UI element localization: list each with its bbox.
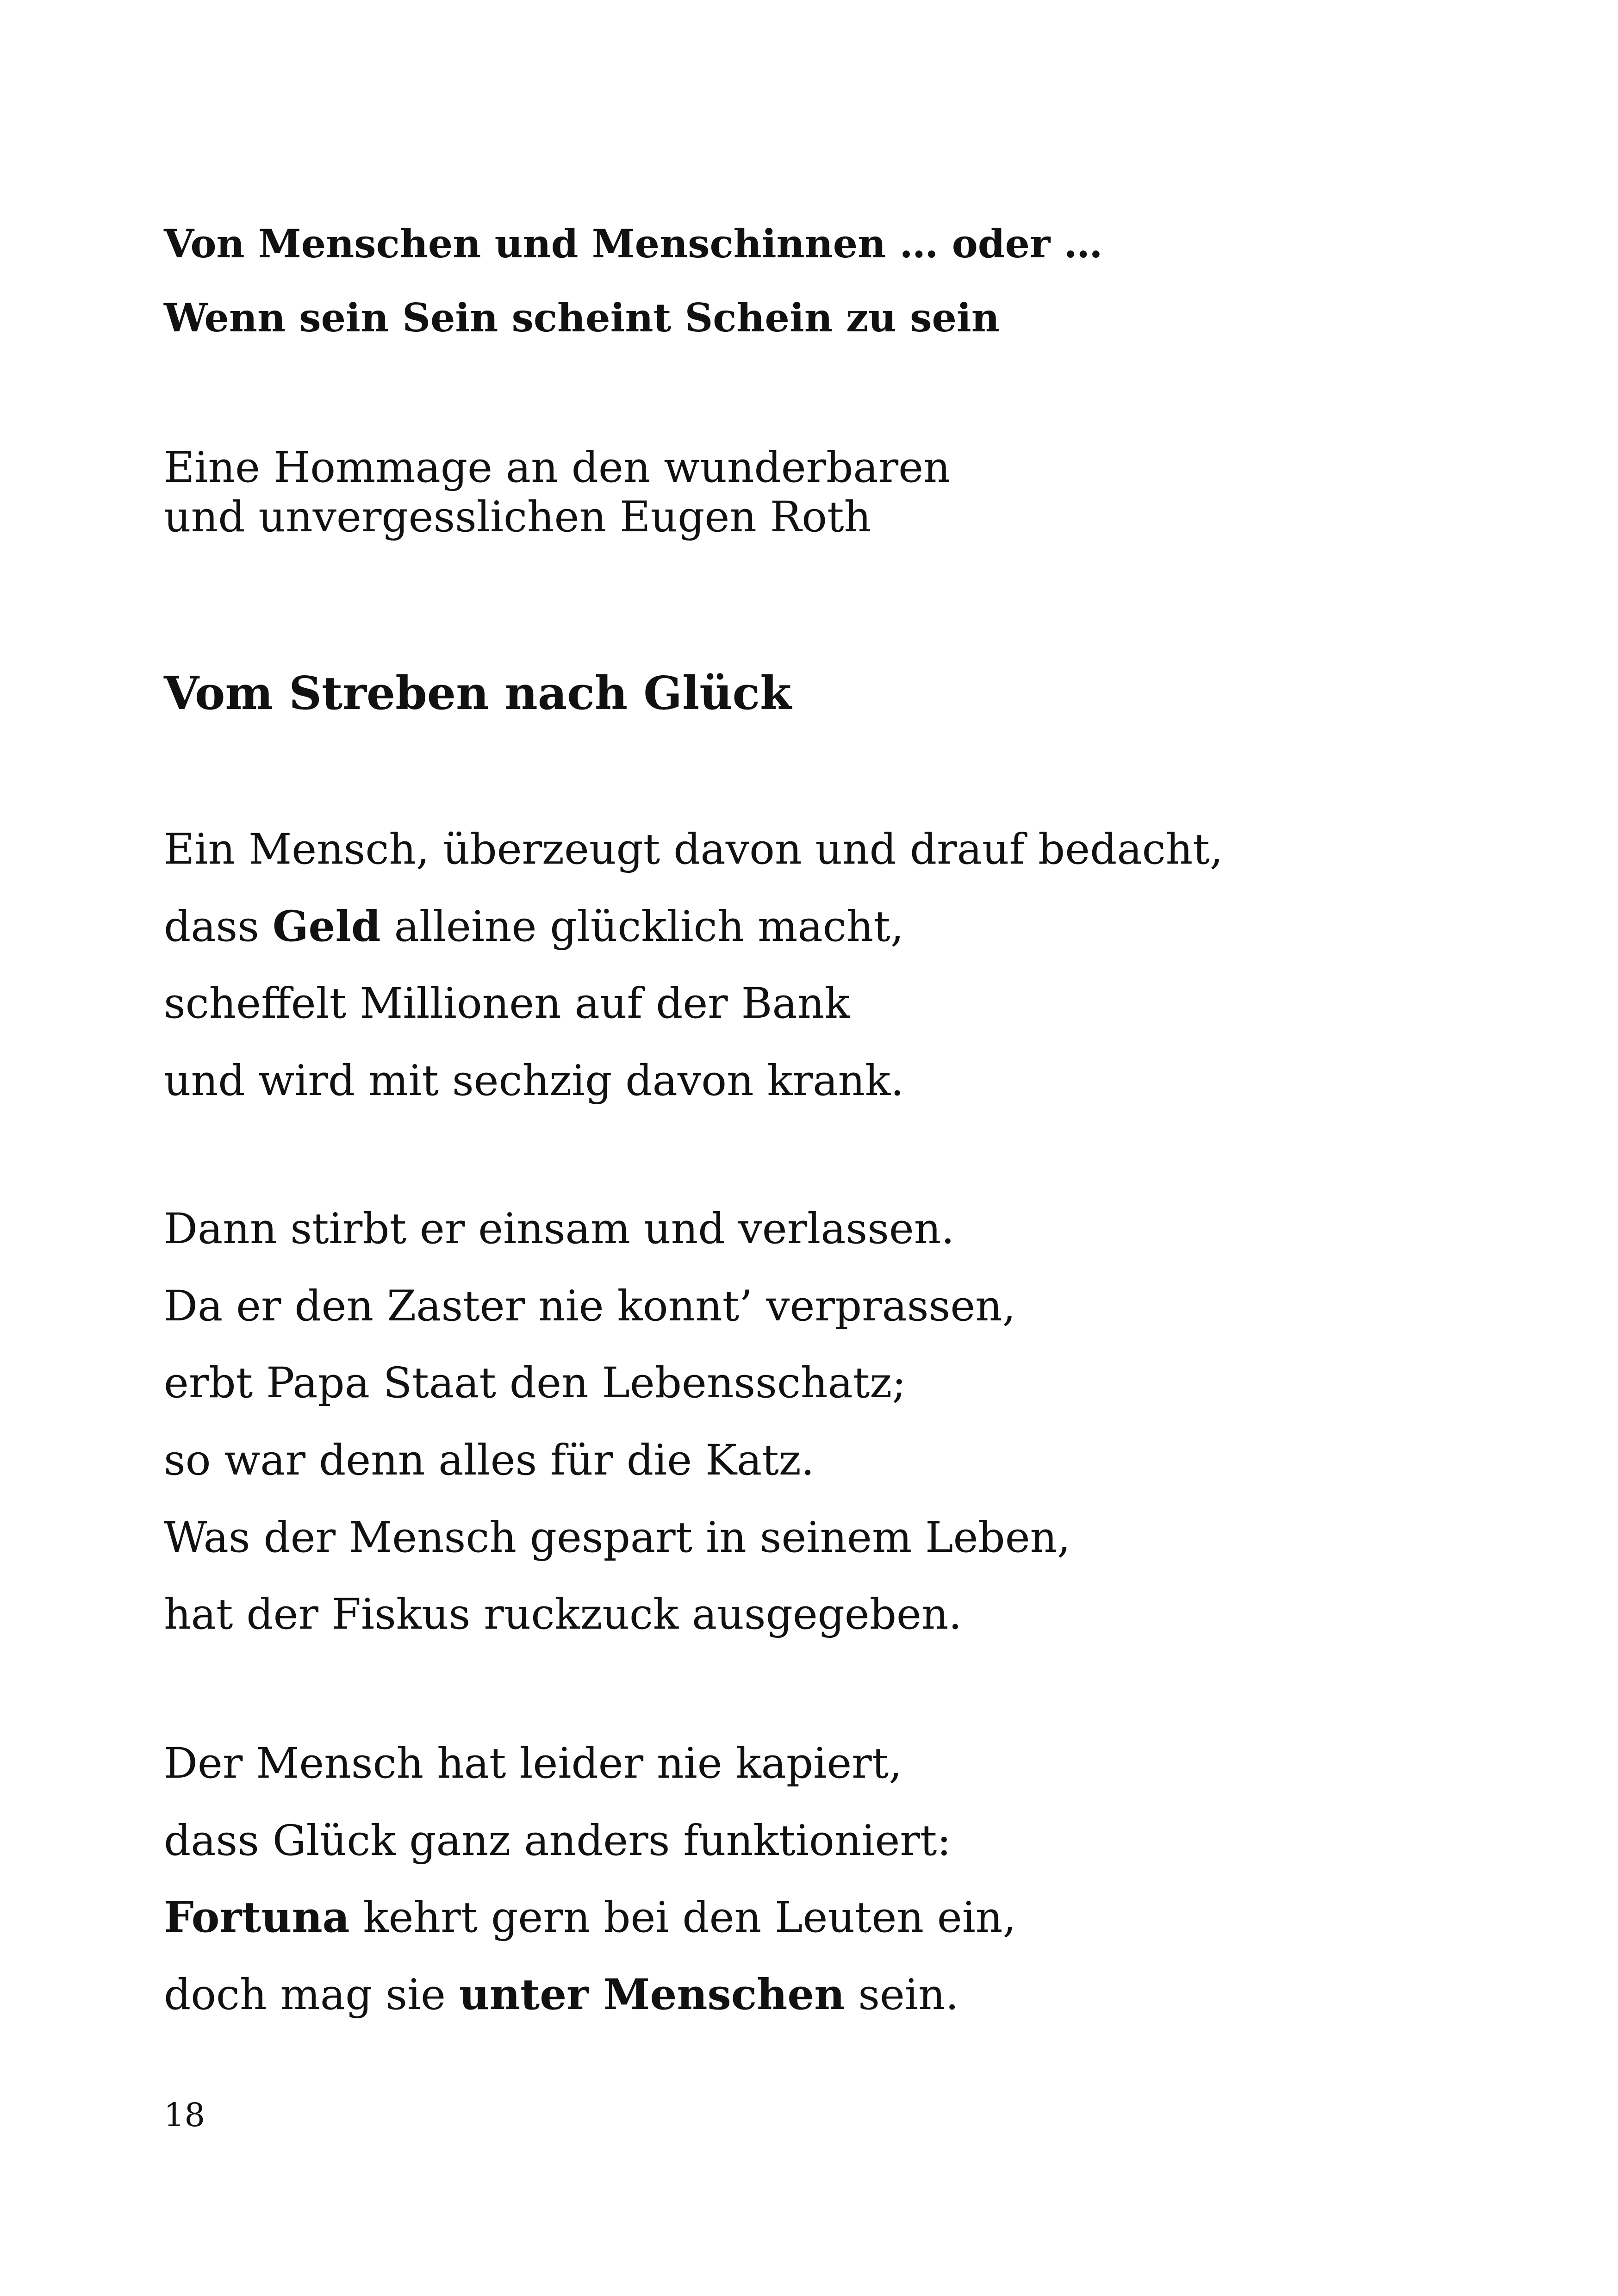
title-line-1: Von Menschen und Menschinnen … oder … xyxy=(164,221,1103,267)
dedication-line-1: Eine Hommage an den wunderbaren xyxy=(164,443,951,492)
verse-line: so war denn alles für die Katz. xyxy=(164,1436,815,1485)
verse-line: erbt Papa Staat den Lebensschatz; xyxy=(164,1359,906,1407)
emphasis-text: Geld xyxy=(272,902,381,951)
title-line-2: Wenn sein Sein scheint Schein zu sein xyxy=(164,295,1000,341)
verse-text: sein. xyxy=(845,1971,959,2019)
verse-line xyxy=(164,1970,959,2019)
verse-text: alleine glücklich macht, xyxy=(380,902,904,951)
verse-line: Da er den Zaster nie konnt’ verprassen, xyxy=(164,1282,1016,1331)
verse-line xyxy=(164,902,904,951)
verse-line: Dann stirbt er einsam und verlassen. xyxy=(164,1205,955,1253)
verse-line: Der Mensch hat leider nie kapiert, xyxy=(164,1739,902,1788)
verse-line: dass Glück ganz anders funktioniert: xyxy=(164,1817,952,1865)
verse-line xyxy=(164,1893,1016,1942)
verse-text: doch mag sie xyxy=(164,1971,459,2019)
verse-text: kehrt gern bei den Leuten ein, xyxy=(349,1893,1016,1942)
verse-line: Was der Mensch gespart in seinem Leben, xyxy=(164,1513,1071,1562)
verse-text: dass xyxy=(164,902,273,951)
verse-line: und wird mit sechzig davon krank. xyxy=(164,1057,904,1105)
verse-line: hat der Fiskus ruckzuck ausgegeben. xyxy=(164,1590,962,1639)
dedication-line-2: und unvergesslichen Eugen Roth xyxy=(164,493,871,541)
emphasis-text: Fortuna xyxy=(164,1893,350,1942)
page-number: 18 xyxy=(164,2096,205,2134)
emphasis-text: unter Menschen xyxy=(459,1970,845,2019)
verse-line: scheffelt Millionen auf der Bank xyxy=(164,979,850,1028)
verse-line: Ein Mensch, überzeugt davon und drauf bedacht, xyxy=(164,825,1223,874)
poem-heading: Vom Streben nach Glück xyxy=(164,667,792,720)
